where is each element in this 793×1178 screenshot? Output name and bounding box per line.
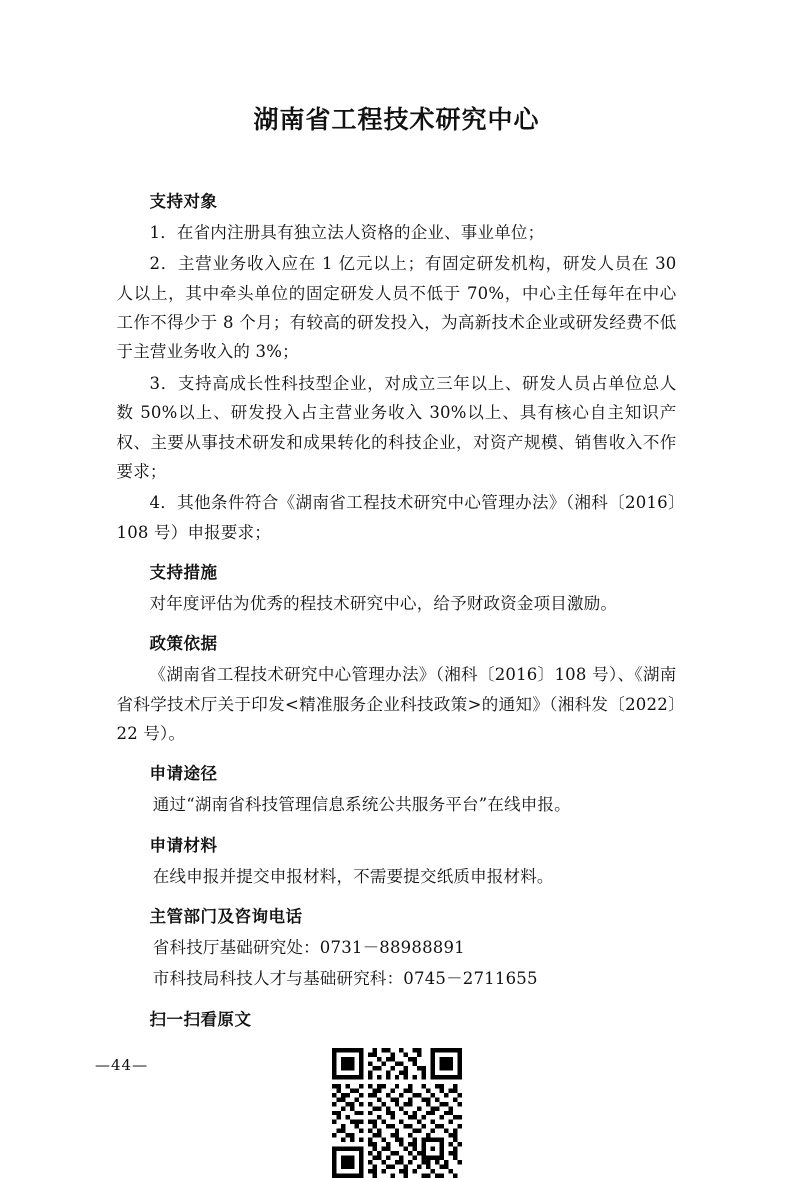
document-body: [117, 136, 677, 1178]
section-heading-application-channel: 申请途径: [149, 764, 218, 784]
page-title: 湖南省工程技术研究中心: [253, 105, 540, 134]
section-heading-policy-basis: 政策依据: [149, 634, 218, 654]
paragraph: 《湖南省工程技术研究中心管理办法》（湘科〔2016〕108 号）、《湖南省科学技术厅关于印发<精准服务企业科技政策>的通知》（湘科发〔2022〕22 号）。: [116, 665, 677, 744]
page-number: —44—: [95, 1056, 149, 1074]
paragraph: 3．支持高成长性科技型企业，对成立三年以上、研发人员占单位总人数 50%以上、研发投入占主营业务收入 30%以上、具有核心自主知识产权、主要从事技术研发和成果转化的科技企业，对资产规模、销售收入不作要求；: [116, 373, 677, 481]
section-heading-support-measures: 支持措施: [149, 562, 218, 582]
section-heading-support-targets: 支持对象: [149, 192, 218, 211]
paragraph: 在线申报并提交申报材料，不需要提交纸质申报材料。: [152, 866, 554, 886]
qr-code-image: [332, 1048, 462, 1178]
contact-phone-province: 省科技厅基础研究处：0731－88988891: [152, 938, 465, 958]
section-heading-scan-qr: 扫一扫看原文: [149, 1010, 252, 1030]
paragraph: 1．在省内注册具有独立法人资格的企业、事业单位；: [149, 223, 545, 242]
paragraph: 2．主营业务收入应在 1 亿元以上；有固定研发机构，研发人员在 30 人以上，其中牵头单位的固定研发人员不低于 70%，中心主任每年在中心工作不得少于 8 个月；有较高的研发投入，为高新技术企业或研发经费不低于主营业务收入的 3%；: [116, 254, 677, 362]
section-heading-application-materials: 申请材料: [149, 835, 218, 855]
section-heading-contact: 主管部门及咨询电话: [149, 907, 303, 927]
qr-code-container: [117, 1048, 677, 1178]
paragraph: 对年度评估为优秀的程技术研究中心，给予财政资金项目激励。: [149, 593, 618, 613]
paragraph: 通过“湖南省科技管理信息系统公共服务平台”在线申报。: [152, 795, 571, 815]
contact-phone-city: 市科技局科技人才与基础研究科：0745－2711655: [152, 968, 538, 988]
paragraph: 4．其他条件符合《湖南省工程技术研究中心管理办法》（湘科〔2016〕108 号）申报要求；: [116, 493, 677, 542]
